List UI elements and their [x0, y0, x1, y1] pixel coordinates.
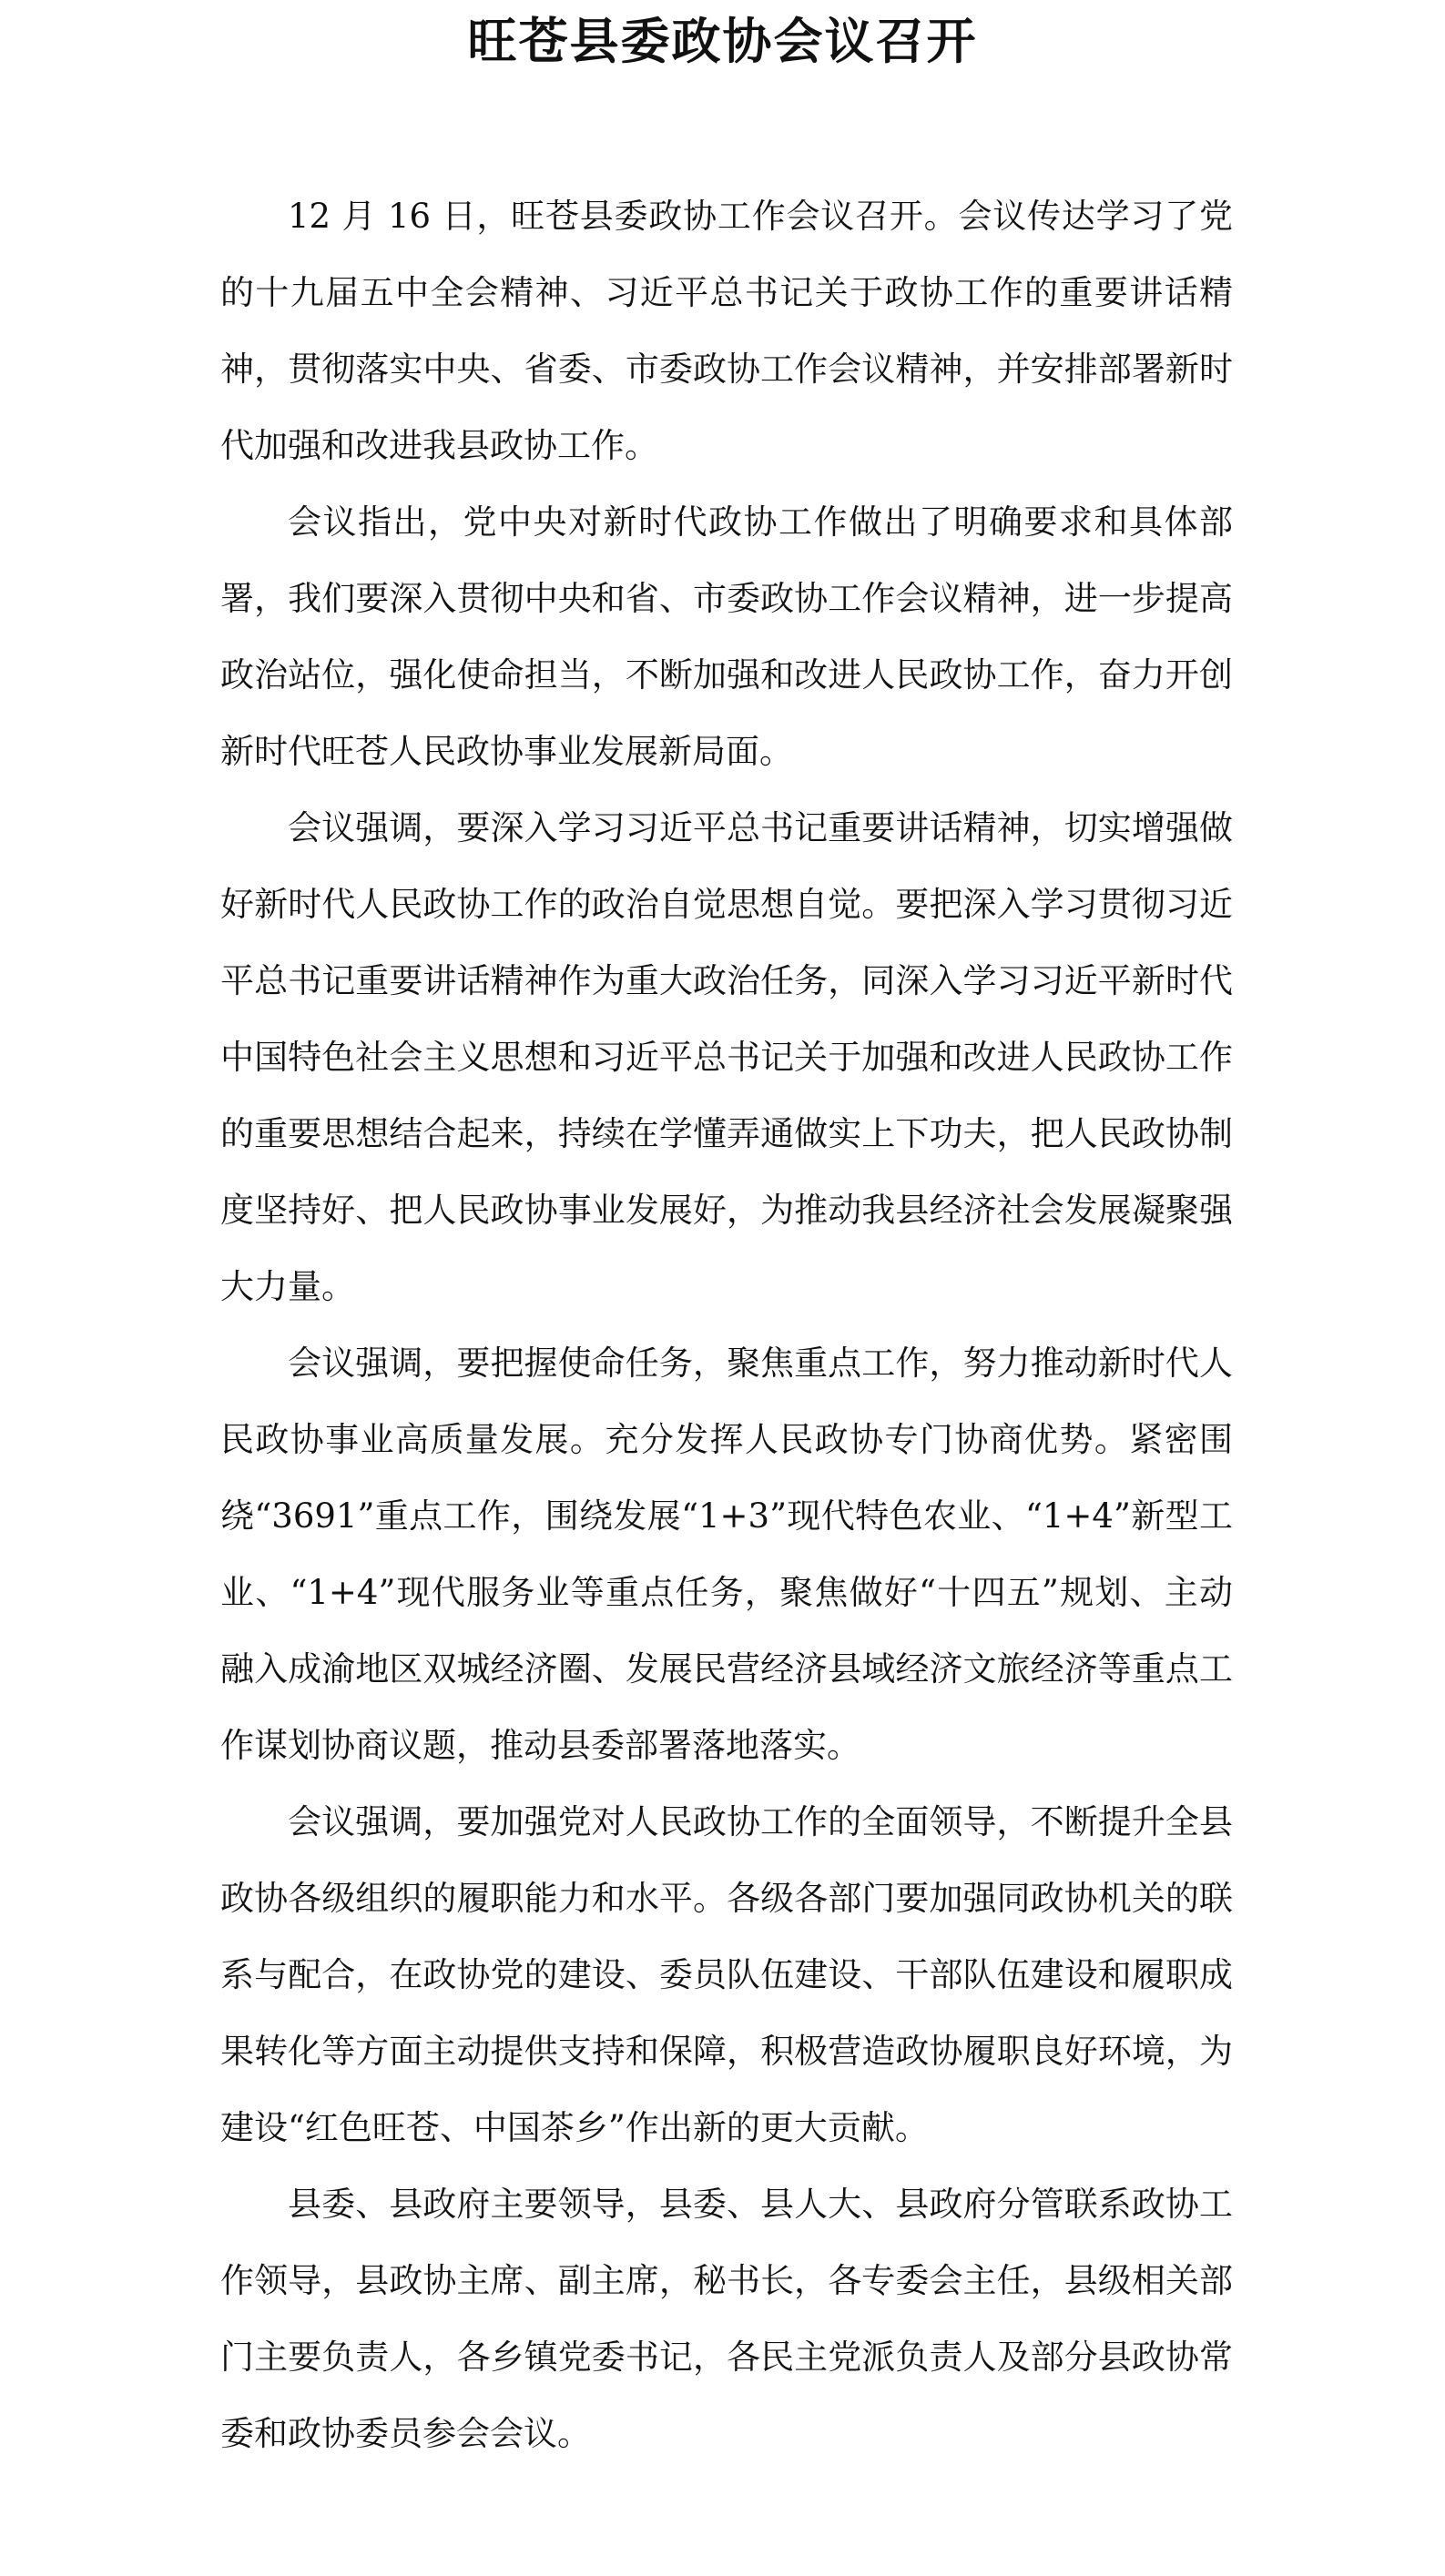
paragraph-4: 会议强调，要把握使命任务，聚焦重点工作，努力推动新时代人民政协事业高质量发展。充分发挥人民政协专门协商优势。紧密围绕“3691”重点工作，围绕发展“1+3”现代特色农业、“1+4”新型工业、“1+4”现代服务业等重点任务，聚焦做好“十四五”规划、主动融入成渝地区双城经济圈、发展民营经济县域经济文旅经济等重点工作谋划协商议题，推动县委部署落地落实。: [220, 1344, 1233, 1765]
paragraph-5: 会议强调，要加强党对人民政协工作的全面领导，不断提升全县政协各级组织的履职能力和水平。各级各部门要加强同政协机关的联系与配合，在政协党的建设、委员队伍建设、干部队伍建设和履职成果转化等方面主动提供支持和保障，积极营造政协履职良好环境，为建设“红色旺苍、中国茶乡”作出新的更大贡献。: [220, 1802, 1233, 2147]
paragraph-2: 会议指出，党中央对新时代政协工作做出了明确要求和具体部署，我们要深入贯彻中央和省、市委政协工作会议精神，进一步提高政治站位，强化使命担当，不断加强和改进人民政协工作，奋力开创新时代旺苍人民政协事业发展新局面。: [220, 502, 1233, 771]
article-body: [220, 178, 1233, 2472]
paragraph-6: 县委、县政府主要领导，县委、县人大、县政府分管联系政协工作领导，县政协主席、副主席，秘书长，各专委会主任，县级相关部门主要负责人，各乡镇党委书记，各民主党派负责人及部分县政协常委和政协委员参会会议。: [220, 2185, 1233, 2453]
paragraph-1: 12 月 16 日，旺苍县委政协工作会议召开。会议传达学习了党的十九届五中全会精神、习近平总书记关于政协工作的重要讲话精神，贯彻落实中央、省委、市委政协工作会议精神，并安排部署新时代加强和改进我县政协工作。: [220, 197, 1233, 465]
paragraph-3: 会议强调，要深入学习习近平总书记重要讲话精神，切实增强做好新时代人民政协工作的政治自觉思想自觉。要把深入学习贯彻习近平总书记重要讲话精神作为重大政治任务，同深入学习习近平新时代中国特色社会主义思想和习近平总书记关于加强和改进人民政协工作的重要思想结合起来，持续在学懂弄通做实上下功夫，把人民政协制度坚持好、把人民政协事业发展好，为推动我县经济社会发展凝聚强大力量。: [220, 808, 1233, 1306]
article-title: 旺苍县委政协会议召开: [467, 12, 978, 70]
